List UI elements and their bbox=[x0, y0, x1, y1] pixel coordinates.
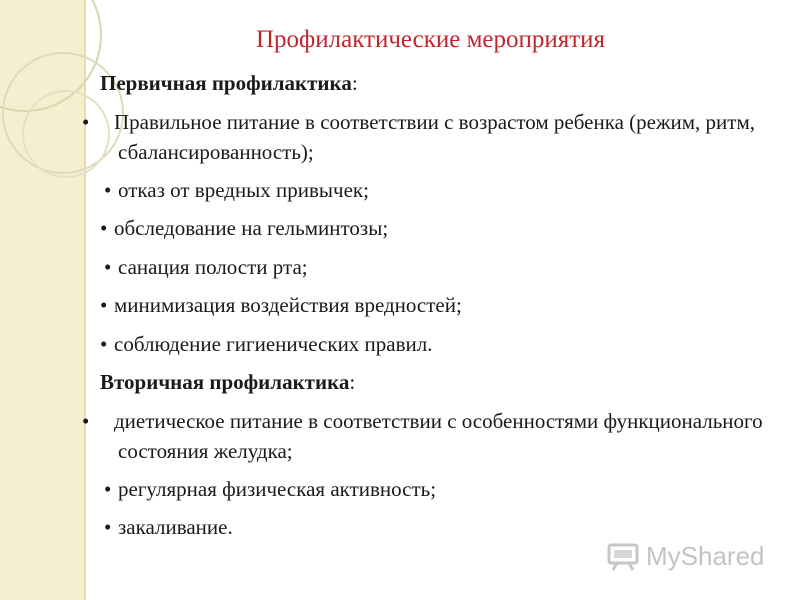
slide-content bbox=[82, 64, 780, 547]
list-item: • санация полости рта; bbox=[100, 248, 780, 287]
list-item: • регулярная физическая активность; bbox=[100, 470, 780, 509]
bullet-icon: • bbox=[104, 177, 112, 202]
bullet-icon: • bbox=[82, 408, 90, 433]
bullet-icon: • bbox=[82, 109, 90, 134]
list-item: • диетическое питание в соответствии с особенностями функционального состояния желудка; bbox=[100, 406, 780, 466]
presentation-board-icon bbox=[606, 541, 640, 571]
watermark-text: MyShared bbox=[646, 540, 765, 571]
list-item: • Правильное питание в соответствии с возрастом ребенка (режим, ритм, сбалансированность); bbox=[100, 107, 780, 167]
bullet-icon: • bbox=[100, 293, 108, 317]
list-item: • закаливание. bbox=[100, 508, 780, 547]
list-item: • отказ от вредных привычек; bbox=[100, 171, 780, 210]
section-heading-secondary: Вторичная профилактика: bbox=[100, 370, 356, 394]
slide-title: Профилактические мероприятия bbox=[256, 26, 606, 53]
list-item: • обследование на гельминтозы; bbox=[100, 209, 780, 248]
list-item: • минимизация воздействия вредностей; bbox=[100, 286, 780, 325]
list-item: • соблюдение гигиенических правил. bbox=[100, 325, 780, 364]
myshared-watermark bbox=[606, 538, 765, 574]
bullet-icon: • bbox=[104, 515, 112, 539]
bullet-icon: • bbox=[104, 476, 112, 501]
section-heading-primary: Первичная профилактика: bbox=[100, 71, 358, 95]
bullet-icon: • bbox=[100, 216, 108, 240]
decorative-circle bbox=[22, 90, 110, 178]
bullet-icon: • bbox=[104, 254, 112, 279]
bullet-icon: • bbox=[100, 331, 108, 356]
